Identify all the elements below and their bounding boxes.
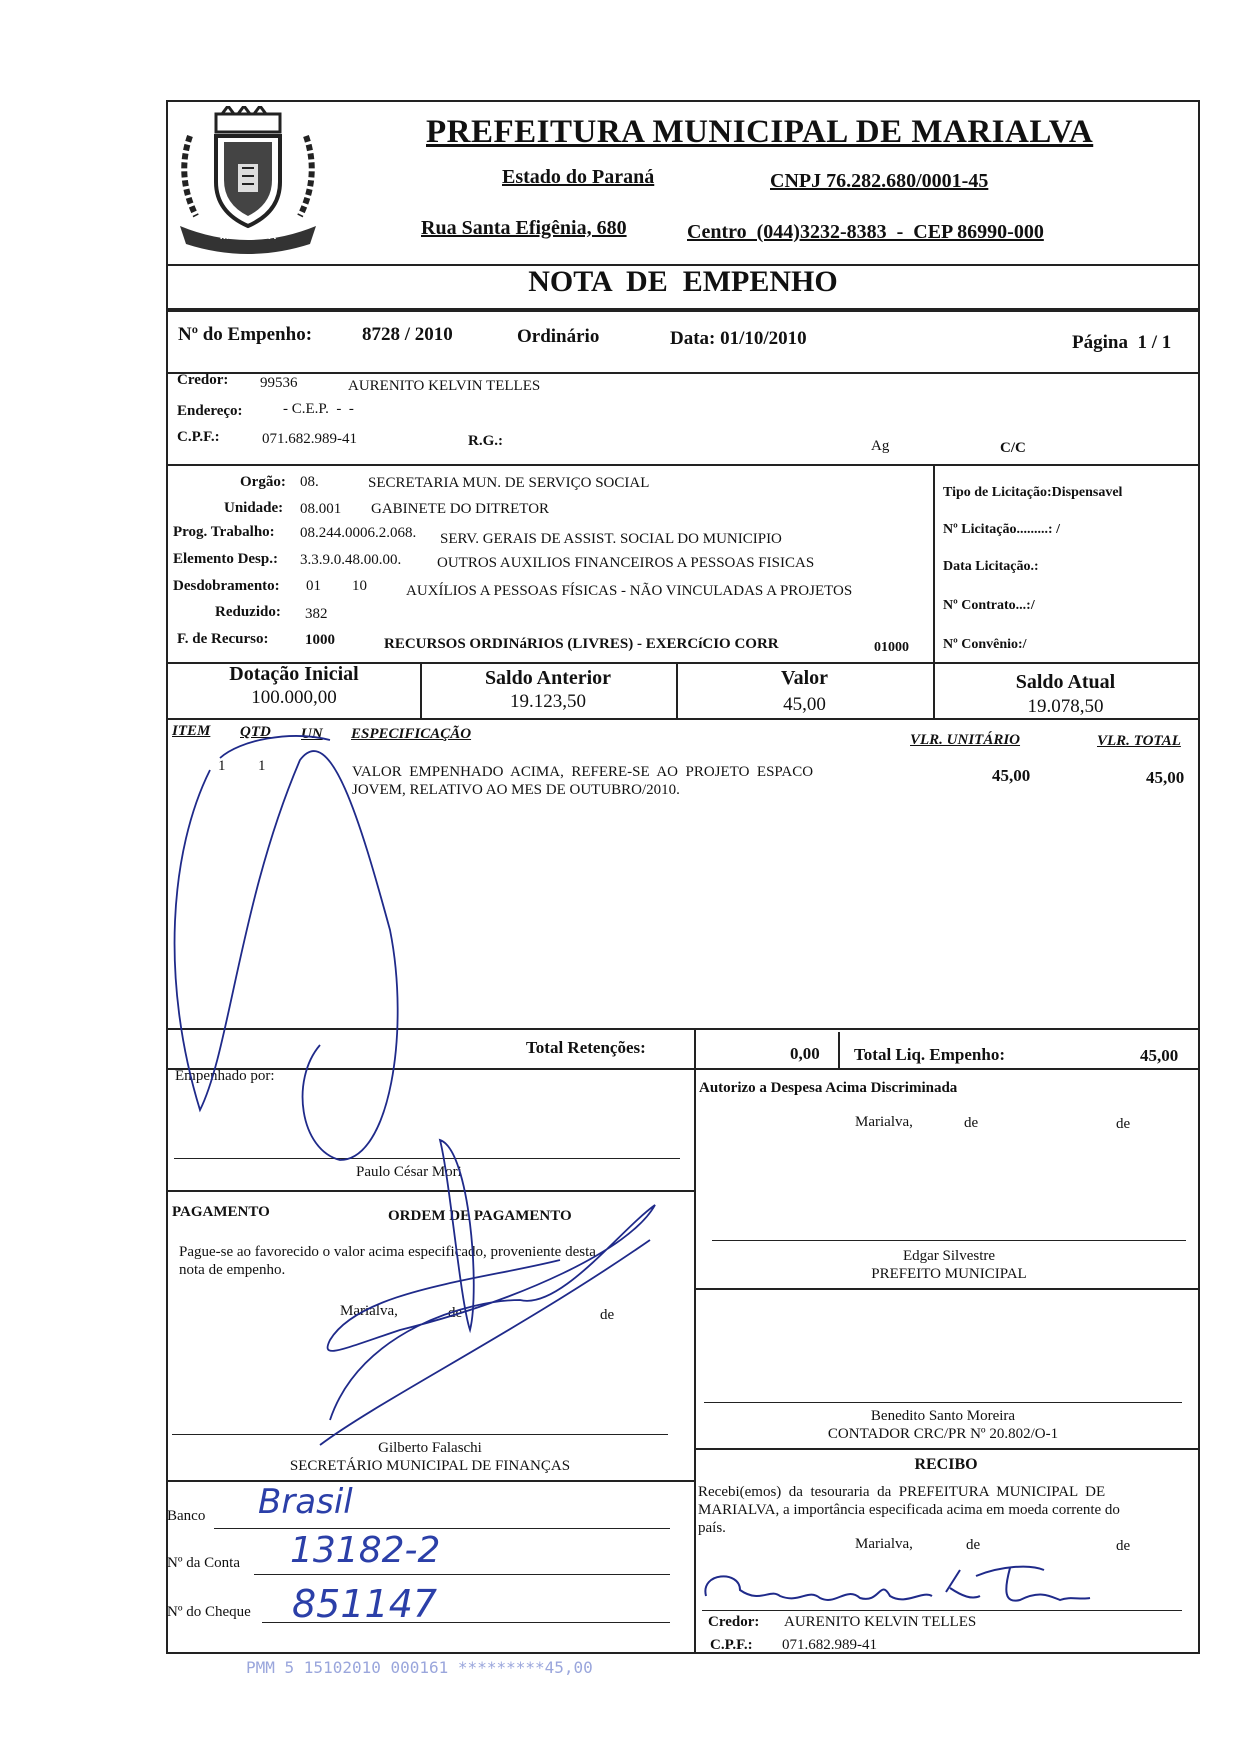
banco-label: Banco [167, 1508, 206, 1524]
recibo-title: RECIBO [914, 1456, 978, 1473]
col-valor-total: VLR. TOTAL [1097, 733, 1181, 749]
recibo-credor-name: AURENITO KELVIN TELLES [784, 1614, 977, 1630]
recibo-city: Marialva, [855, 1536, 913, 1552]
desdob-name: AUXÍLIOS A PESSOAS FÍSICAS - NÃO VINCULADAS A PROJETOS [406, 583, 853, 599]
autorizo-de1: de [964, 1115, 979, 1131]
valor-value: 45,00 [783, 694, 826, 715]
elem-code: 3.3.9.0.48.00.00. [300, 552, 402, 568]
recibo-text-line2: MARIALVA, a importância especificada acima em moeda corrente do [698, 1502, 1120, 1518]
pagamento-text-line2: nota de empenho. [179, 1262, 286, 1278]
unidade-label: Unidade: [224, 500, 284, 516]
pagamento-de2: de [600, 1307, 615, 1323]
recurso-code: 1000 [305, 632, 335, 648]
total-retencoes-value: 0,00 [790, 1044, 820, 1063]
pagamento-label: PAGAMENTO [172, 1204, 270, 1220]
empenho-date: Data: 01/10/2010 [670, 328, 807, 349]
dotacao-inicial-label: Dotação Inicial [229, 663, 359, 685]
ag-label: Ag [871, 438, 890, 454]
data-licitacao: Data Licitação.: [943, 559, 1039, 574]
recibo-cpf-label: C.P.F.: [710, 1637, 753, 1653]
item-total-value: 45,00 [1146, 768, 1185, 787]
seal-text: MARIALVA [219, 230, 277, 242]
recurso-code2: 01000 [874, 640, 909, 655]
conta-label: Nº da Conta [167, 1555, 240, 1571]
desdob-code2: 10 [352, 578, 367, 594]
tipo-licitacao: Tipo de Licitação:Dispensavel [943, 485, 1123, 500]
reduzido-label: Reduzido: [215, 604, 281, 620]
orgao-name: SECRETARIA MUN. DE SERVIÇO SOCIAL [368, 475, 650, 491]
endereco-label: Endereço: [177, 403, 243, 419]
empenho-number: 8728 / 2010 [362, 324, 453, 345]
pagamento-city: Marialva, [340, 1303, 398, 1319]
prog-label: Prog. Trabalho: [173, 524, 275, 540]
conta-value: 13182-2 [290, 1530, 441, 1571]
elem-name: OUTROS AUXILIOS FINANCEIROS A PESSOAS FISICAS [437, 555, 815, 571]
pagamento-de1: de [448, 1305, 463, 1321]
col-item: ITEM [172, 723, 211, 739]
item-un: 1 [258, 758, 266, 774]
unidade-code: 08.001 [300, 501, 342, 517]
pagamento-signer: Gilberto Falaschi [378, 1440, 482, 1456]
page-number: Página 1 / 1 [1072, 332, 1172, 353]
col-qtd: QTD [240, 724, 271, 740]
credor-code: 99536 [260, 375, 298, 391]
item-spec-line2: JOVEM, RELATIVO AO MES DE OUTUBRO/2010. [352, 782, 680, 798]
cc-label: C/C [1000, 440, 1026, 456]
org-name: PREFEITURA MUNICIPAL DE MARIALVA [426, 114, 1094, 150]
recibo-text-line3: país. [698, 1520, 726, 1536]
recibo-de1: de [966, 1537, 981, 1553]
address: Rua Santa Efigênia, 680 [421, 217, 627, 239]
pagamento-text-line1: Pague-se ao favorecido o valor acima especificado, proveniente desta [179, 1244, 596, 1260]
desdob-code1: 01 [306, 578, 321, 594]
autorizo-signer: Edgar Silvestre [902, 1248, 996, 1264]
numero-contrato: Nº Contrato...:/ [943, 598, 1035, 613]
item-spec-line1: VALOR EMPENHADO ACIMA, REFERE-SE AO PROJETO ESPACO [352, 764, 814, 780]
empenho-type: Ordinário [517, 326, 600, 347]
prog-name: SERV. GERAIS DE ASSIST. SOCIAL DO MUNICIPIO [440, 531, 782, 547]
district-phone-cep: Centro (044)3232-8383 - CEP 86990-000 [687, 221, 1044, 243]
banco-value: Brasil [258, 1482, 353, 1522]
saldo-anterior-value: 19.123,50 [510, 691, 586, 712]
cheque-label: Nº do Cheque [167, 1604, 251, 1620]
payment-stamp: PMM 5 15102010 000161 *********45,00 [246, 1658, 593, 1677]
empenhado-signer: Paulo César Mori [356, 1164, 462, 1180]
empenhado-label: Empenhado por: [175, 1068, 275, 1084]
elem-label: Elemento Desp.: [173, 551, 278, 567]
col-un: UN [301, 726, 323, 742]
total-liquido-value: 45,00 [1140, 1046, 1179, 1065]
contador-signer: Benedito Santo Moreira [870, 1408, 1016, 1424]
cpf-label: C.P.F.: [177, 429, 220, 445]
autorizo-role: PREFEITO MUNICIPAL [871, 1266, 1027, 1282]
autorizo-title: Autorizo a Despesa Acima Discriminada [699, 1080, 958, 1096]
desdob-label: Desdobramento: [173, 578, 280, 594]
recibo-credor-label: Credor: [708, 1614, 760, 1630]
endereco-value: - C.E.P. - - [283, 401, 354, 417]
credor-label: Credor: [177, 372, 229, 388]
cheque-value: 851147 [292, 1582, 438, 1626]
recurso-name: RECURSOS ORDINáRIOS (LIVRES) - EXERCíCIO CORR [384, 636, 779, 652]
item-qtd: 1 [218, 758, 226, 774]
col-especificacao: ESPECIFICAÇÃO [351, 726, 472, 742]
empenho-number-label: Nº do Empenho: [178, 324, 313, 345]
recibo-de2: de [1116, 1538, 1131, 1554]
dotacao-inicial-value: 100.000,00 [251, 687, 337, 708]
orgao-label: Orgão: [240, 474, 286, 490]
unidade-name: GABINETE DO DITRETOR [371, 501, 550, 517]
autorizo-de2: de [1116, 1116, 1131, 1132]
saldo-atual-value: 19.078,50 [1027, 696, 1104, 717]
recibo-text-line1: Recebi(emos) da tesouraria da PREFEITURA MUNICIPAL DE [698, 1484, 1106, 1500]
doc-title: NOTA DE EMPENHO [528, 265, 838, 298]
autorizo-city: Marialva, [855, 1114, 913, 1130]
pagamento-role: SECRETÁRIO MUNICIPAL DE FINANÇAS [289, 1458, 571, 1474]
credor-name: AURENITO KELVIN TELLES [348, 378, 541, 394]
reduzido-value: 382 [305, 606, 328, 622]
cnpj: CNPJ 76.282.680/0001-45 [770, 170, 989, 192]
rg-label: R.G.: [468, 433, 503, 449]
recibo-cpf: 071.682.989-41 [782, 1637, 877, 1653]
orgao-code: 08. [300, 474, 319, 490]
total-retencoes-label: Total Retenções: [526, 1038, 646, 1057]
numero-convenio: Nº Convênio:/ [943, 637, 1027, 652]
contador-role: CONTADOR CRC/PR Nº 20.802/O-1 [827, 1426, 1059, 1442]
prog-code: 08.244.0006.2.068. [300, 525, 417, 541]
recurso-label: F. de Recurso: [177, 631, 269, 647]
ordem-pagamento: ORDEM DE PAGAMENTO [388, 1208, 572, 1224]
total-liquido-label: Total Liq. Empenho: [854, 1045, 1005, 1064]
saldo-anterior-label: Saldo Anterior [484, 667, 612, 689]
valor-label: Valor [780, 667, 829, 689]
state-name: Estado do Paraná [502, 166, 655, 188]
saldo-atual-label: Saldo Atual [1015, 671, 1116, 693]
cpf-value: 071.682.989-41 [262, 431, 357, 447]
item-unit-value: 45,00 [992, 766, 1031, 785]
col-valor-unitario: VLR. UNITÁRIO [910, 732, 1021, 748]
numero-licitacao: Nº Licitação.........: / [943, 522, 1060, 537]
